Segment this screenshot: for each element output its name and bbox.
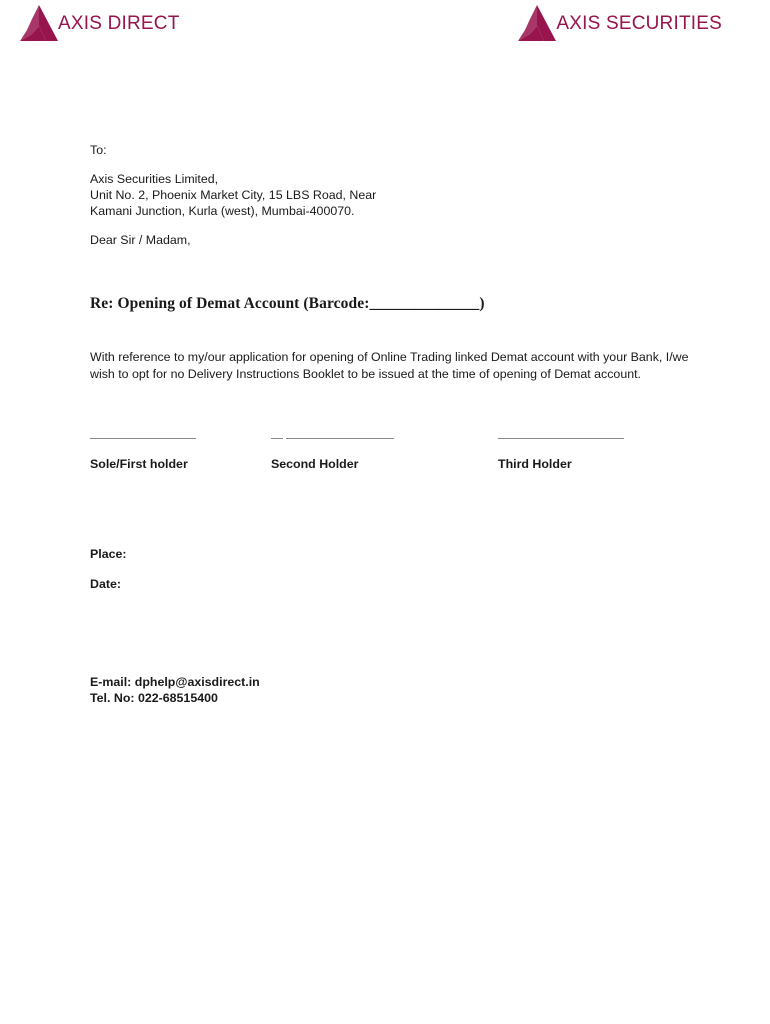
address-line: Unit No. 2, Phoenix Market City, 15 LBS Road, Near [90, 188, 377, 202]
body-paragraph-line: wish to opt for no Delivery Instructions Booklet to be issued at the time of opening of Demat account. [90, 367, 641, 381]
address-line: Kamani Junction, Kurla (west), Mumbai-400070. [90, 204, 355, 218]
body-paragraph-line: With reference to my/our application for opening of Online Trading linked Demat account with your Bank, I/we [90, 350, 689, 364]
first-holder-signature-line [90, 438, 196, 439]
third-holder-label: Third Holder [498, 457, 572, 471]
axis-direct-logo-text: AXIS DIRECT [58, 13, 180, 34]
recipient-to-label: To: [90, 143, 107, 157]
contact-telephone: Tel. No: 022-68515400 [90, 691, 218, 705]
place-label: Place: [90, 547, 127, 561]
contact-email: E-mail: dphelp@axisdirect.in [90, 675, 260, 689]
axis-securities-logo [516, 4, 722, 42]
axis-securities-logo-text: AXIS SECURITIES [556, 13, 722, 34]
first-holder-label: Sole/First holder [90, 457, 188, 471]
address-line: Axis Securities Limited, [90, 172, 219, 186]
date-label: Date: [90, 577, 121, 591]
second-holder-signature-line [286, 438, 394, 439]
axis-triangle-logo-icon [516, 4, 558, 42]
second-holder-label: Second Holder [271, 457, 359, 471]
subject-line: Re: Opening of Demat Account (Barcode:______________) [90, 295, 485, 312]
axis-triangle-logo-icon [18, 4, 60, 42]
salutation: Dear Sir / Madam, [90, 233, 191, 247]
third-holder-signature-line [498, 438, 624, 439]
axis-direct-logo [18, 4, 180, 42]
second-holder-signature-line-segment [271, 438, 283, 439]
